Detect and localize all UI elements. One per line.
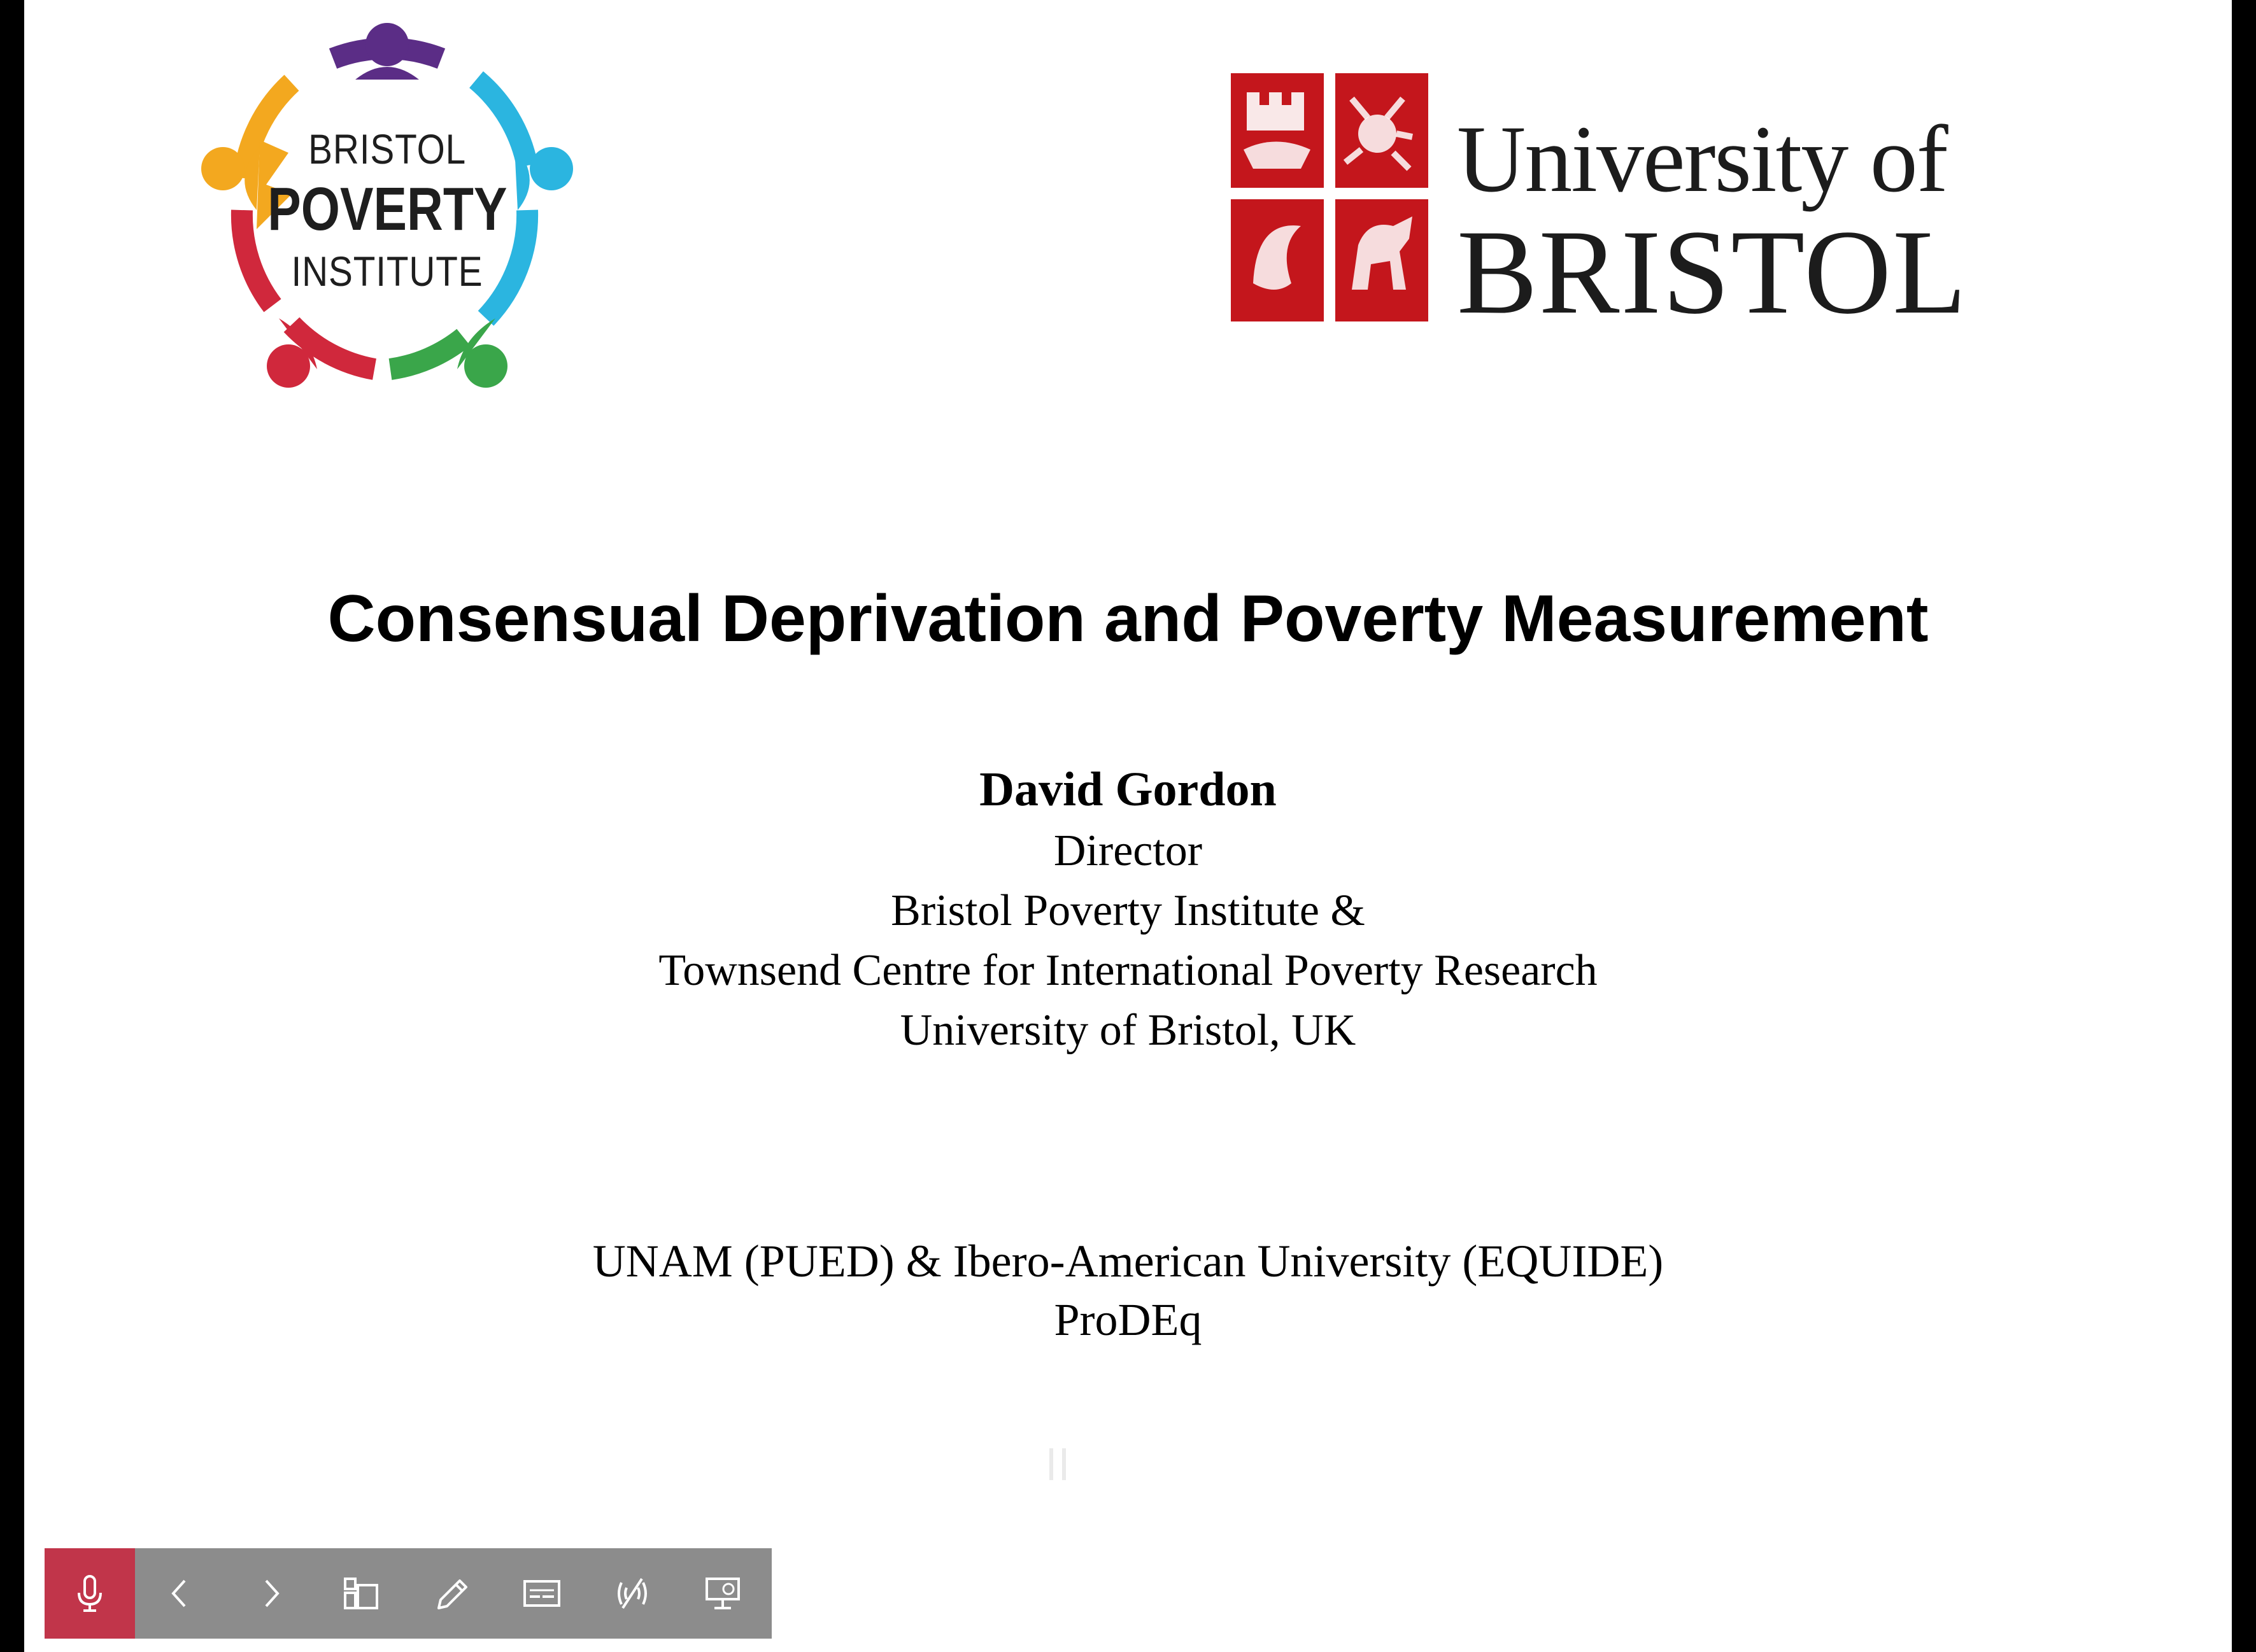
slides-overview-button[interactable]: [316, 1548, 406, 1639]
author-name: David Gordon: [979, 763, 1277, 816]
subtitles-button[interactable]: [497, 1548, 587, 1639]
microphone-button[interactable]: [45, 1548, 135, 1639]
pen-tool-button[interactable]: [406, 1548, 497, 1639]
presenter-view-icon: [700, 1571, 745, 1616]
uob-crest-icon: [1231, 73, 1428, 321]
laser-pointer-button[interactable]: [587, 1548, 678, 1639]
pen-icon: [429, 1571, 474, 1616]
university-of-bristol-logo: [1231, 73, 1968, 339]
slide-title: Consensual Deprivation and Poverty Measurement: [327, 582, 1929, 656]
slides-grid-icon: [339, 1571, 383, 1616]
subtitles-icon: [520, 1571, 564, 1616]
bpi-logo-text: [196, 19, 578, 401]
presenter-toolbar: [45, 1548, 772, 1639]
author-affiliation-1: Bristol Poverty Institute &: [891, 886, 1365, 935]
bpi-logo-line3: INSTITUTE: [291, 248, 483, 295]
laser-pointer-icon: [610, 1571, 655, 1616]
author-affiliation-2: Townsend Centre for International Poverty Research: [658, 946, 1598, 995]
previous-slide-button[interactable]: [135, 1548, 225, 1639]
chevron-right-icon: [248, 1571, 293, 1616]
bpi-logo-line2: POVERTY: [267, 175, 507, 243]
presentation-slide: [24, 0, 2232, 1652]
chevron-left-icon: [158, 1571, 202, 1616]
author-block: [24, 758, 2232, 1061]
venue-block: [24, 1232, 2232, 1349]
faint-cursor-mark: [1037, 1445, 1088, 1483]
bristol-poverty-institute-logo: [196, 19, 578, 401]
presenter-view-button[interactable]: [678, 1548, 768, 1639]
bpi-logo-line1: BRISTOL: [308, 125, 466, 173]
next-slide-button[interactable]: [225, 1548, 316, 1639]
uob-logo-line2: BRISTOL: [1457, 206, 1968, 339]
author-affiliation-3: University of Bristol, UK: [900, 1006, 1356, 1055]
venue-line-2: ProDEq: [1054, 1294, 1202, 1345]
uob-logo-line1: University of: [1457, 106, 1947, 212]
author-role: Director: [1053, 826, 1203, 875]
microphone-icon: [67, 1571, 112, 1616]
venue-line-1: UNAM (PUED) & Ibero-American University (EQUIDE): [592, 1236, 1664, 1287]
